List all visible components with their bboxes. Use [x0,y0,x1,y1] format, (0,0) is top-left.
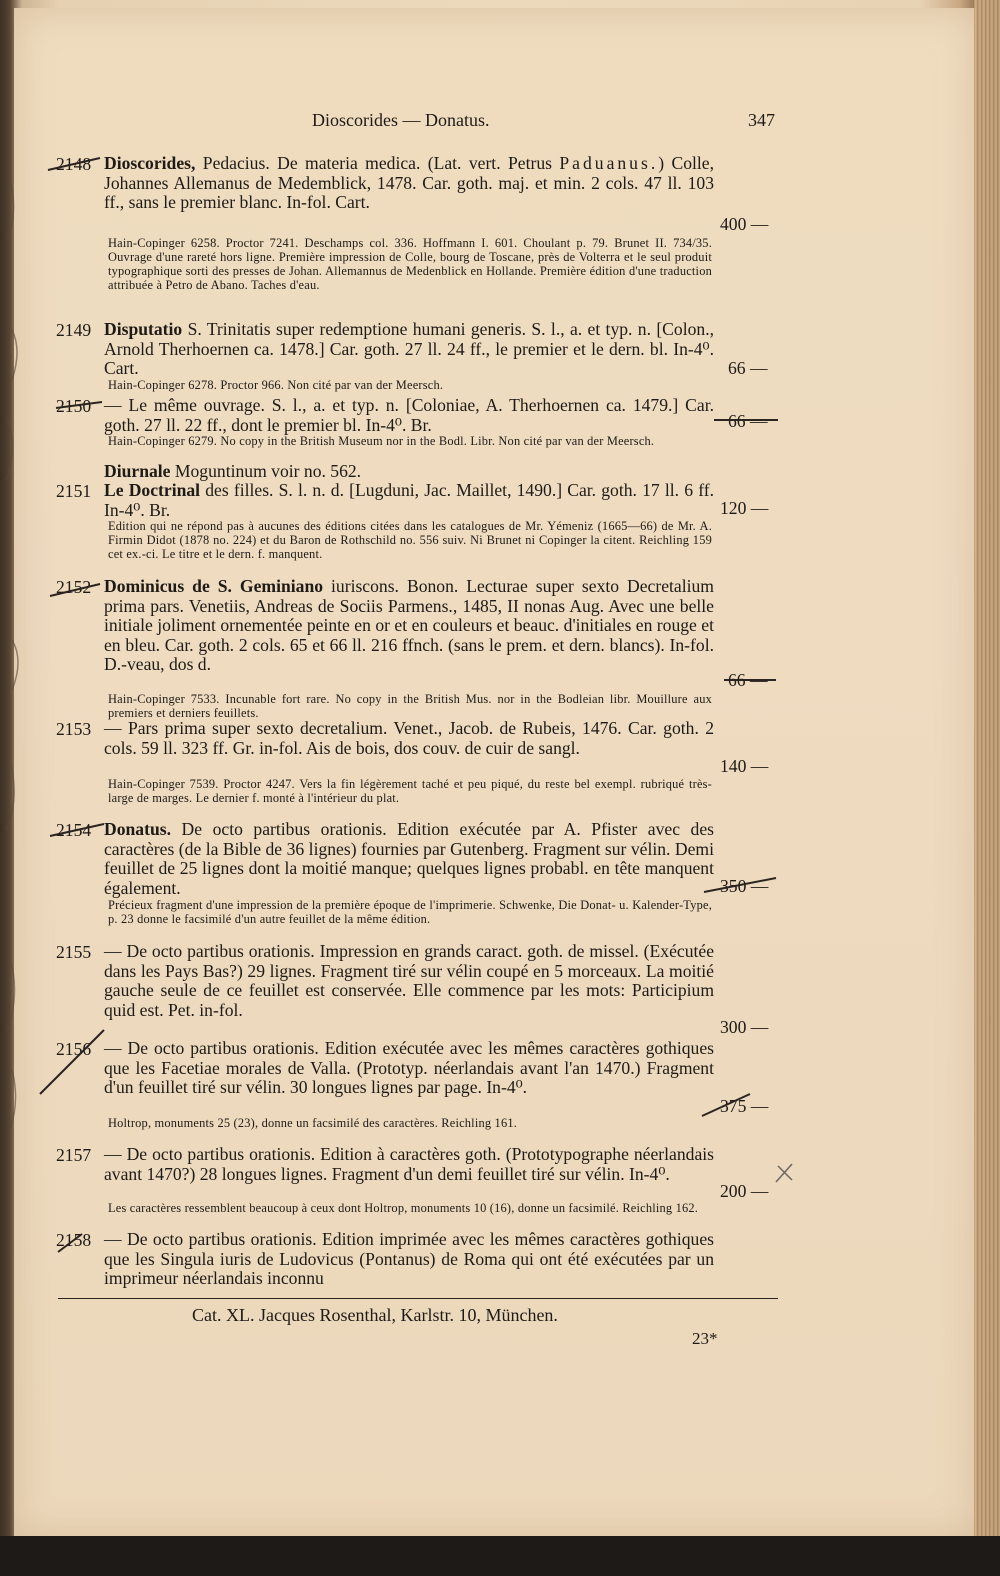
entry-note: Edition qui ne répond pas à aucunes des éditions citées dans les catalogues de Mr. Yémeniz (1665—66) de Mr. A. Firmin Didot (1878 no. 224) et du Baron de Rothschild no. 556 suiv. Ni Brunet ni Copinger la citent. Reichling 159 cet ex.-ci. Le titre et le dern. f. manquent. [108,519,712,561]
scan-bottom-border [0,1536,1000,1576]
entry-text: Diurnale Moguntinum voir no. 562. [104,461,362,481]
entry-text: — De octo partibus orationis. Edition imprimée avec les mêmes caractères gothiques que les Singula iuris de Ludovicus (Pontanus) de Roma qui ont été exécutées par un imprimeur néerlandais inconnu [104,1229,714,1289]
header-title: Dioscorides — Donatus. [312,110,490,130]
price: 66 — [728,358,768,378]
entry-note: Précieux fragment d'une impression de la première époque de l'imprimerie. Schwenke, Die Donat- u. Kalender-Type, p. 23 donne le facsimilé d'un autre feuillet de la même édition. [108,898,712,926]
price: 66 — [728,411,768,431]
lot-number: 2150 [56,396,92,416]
lot-number: 2149 [56,320,92,340]
signature-mark: 23* [692,1329,718,1348]
entry-text: — De octo partibus orationis. Edition exécutée avec les mêmes caractères gothiques que les Facetiae morales de Valla. (Prototyp. néerlandais avant l'an 1470.) Fragment d'un feuillet tiré sur vélin. 30 longues lignes par page. In-4⁰. [104,1038,714,1098]
price: 120 — [720,498,769,518]
entry-note: Hain-Copinger 6258. Proctor 7241. Deschamps col. 336. Hoffmann I. 601. Choulant p. 79. Brunet II. 734/35. Ouvrage d'une rareté hors ligne. Première impression de Colle, bourg de Toscane, près de Volterra et le seul produit typographique sorti des presses de Johan. Allemannus de Medenblick en Hollande. Première édition d'une traduction attribuée à Petro de Abano. Taches d'eau. [108,236,712,292]
lot-number: 2157 [56,1145,92,1165]
lot-number: 2153 [56,719,92,739]
entry-text: Disputatio S. Trinitatis super redemptione humani generis. S. l., a. et typ. n. [Colon., Arnold Therhoernen ca. 1478.] Car. goth. 27 ll. 24 ff., le premier et le dern. bl. In-4⁰. Cart. [104,319,714,379]
footer-imprint: Cat. XL. Jacques Rosenthal, Karlstr. 10, München. [192,1305,558,1325]
page-edges [974,0,1000,1576]
lot-number: 2158 [56,1230,92,1250]
price: 140 — [720,756,769,776]
footer-rule [58,1298,778,1299]
entry-text: Le Doctrinal des filles. S. l. n. d. [Lugduni, Jac. Maillet, 1490.] Car. goth. 17 ll. 6 ff. In-4⁰. Br. [104,480,714,520]
price: 200 — [720,1181,769,1201]
entry-note: Hain-Copinger 6278. Proctor 966. Non cité par van der Meersch. [108,378,444,392]
entry-note: Hain-Copinger 7539. Proctor 4247. Vers la fin légèrement taché et peu piqué, du reste bel exempl. rubriqué très-large de marges. Le dernier f. monté à l'intérieur du plat. [108,777,712,805]
page-number: 347 [748,110,775,130]
entry-text: — De octo partibus orationis. Impression en grands caract. goth. de missel. (Exécutée dans les Pays Bas?) 29 lignes. Fragment tiré sur vélin coupé en 5 morceaux. La moitié gauche seule de ce feuillet est conservée. Elle commence par les mots: Participium quid est. Pet. in-fol. [104,941,714,1020]
entry-text: Donatus. De octo partibus orationis. Edition exécutée par A. Pfister avec des caractères (de la Bible de 36 lignes) fournies par Gutenberg. Fragment sur vélin. Demi feuillet de 25 lignes dont la moitié manque; quelques lignes probabl. en tête manquent également. [104,819,714,898]
lot-number: 2152 [56,577,92,597]
price: 66 — [728,670,768,690]
price: 300 — [720,1017,769,1037]
lot-number: 2155 [56,942,92,962]
entry-text: Dioscorides, Pedacius. De materia medica. (Lat. vert. Petrus Paduanus.) Colle, Johannes Allemanus de Medemblick, 1478. Car. goth. maj. et min. 2 cols. 47 ll. 103 ff., sans le premier blanc. In-fol. Cart. [104,153,715,213]
entry-text: — Pars prima super sexto decretalium. Venet., Jacob. de Rubeis, 1476. Car. goth. 2 cols. 59 ll. 323 ff. Gr. in-fol. Ais de bois, dos couv. de cuir de sangl. [104,718,714,758]
entry-note: Holtrop, monuments 25 (23), donne un facsimilé des caractères. Reichling 161. [108,1116,518,1130]
running-header [0,110,1000,134]
entry-text: — Le même ouvrage. S. l., a. et typ. n. [Coloniae, A. Therhoernen ca. 1479.] Car. goth. 27 ll. 22 ff., dont le premier bl. In-4⁰. Br. [104,395,714,435]
price: 350 — [720,876,769,896]
lot-number: 2154 [56,820,92,840]
entry-note: Les caractères ressemblent beaucoup à ceux dont Holtrop, monuments 10 (16), donne un facsimilé. Reichling 162. [108,1201,699,1215]
entry-note: Hain-Copinger 6279. No copy in the British Museum nor in the Bodl. Libr. Non cité par van der Meersch. [108,434,655,448]
lot-number: 2148 [56,154,92,174]
price: 400 — [720,214,769,234]
price: 375 — [720,1096,769,1116]
entry-text: Dominicus de S. Geminiano iuriscons. Bonon. Lecturae super sexto Decretalium prima pars. Venetiis, Andreas de Sociis Parmens., 1485, II nonas Aug. Avec une belle initiale joliment ornementée peinte en or et en couleurs et beauc. d'initiales en rouge et en bleu. Car. goth. 2 cols. 65 et 66 ll. 216 ffnch. (sans le prem. et dern. blancs). In-fol. D.-veau, dos d. [104,576,714,675]
entry-text: — De octo partibus orationis. Edition à caractères goth. (Prototypographe néerlandais avant 1470?) 28 longues lignes. Fragment d'un demi feuillet tiré sur vélin. In-4⁰. [104,1144,714,1184]
lot-number: 2156 [56,1039,92,1059]
entry-note: Hain-Copinger 7533. Incunable fort rare. No copy in the British Mus. nor in the Bodleian libr. Mouillure aux premiers et derniers feuillets. [108,692,712,720]
lot-number: 2151 [56,481,92,501]
